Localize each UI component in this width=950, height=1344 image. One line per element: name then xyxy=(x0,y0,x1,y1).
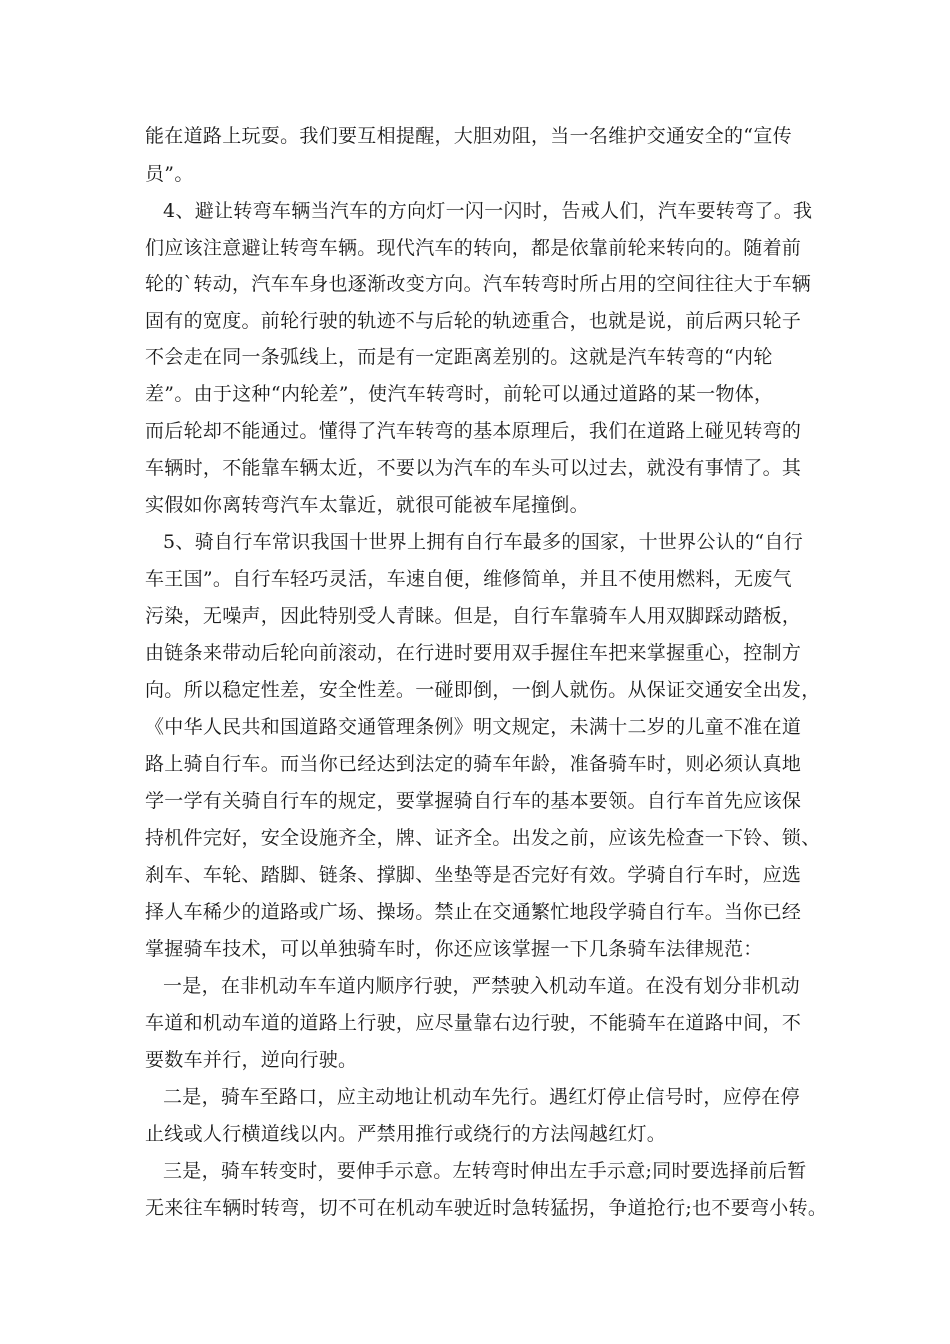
text-line: 二是，骑车至路口，应主动地让机动车先行。遇红灯停止信号时，应停在停 xyxy=(163,1086,800,1108)
text-line: 实假如你离转弯汽车太靠近，就很可能被车尾撞倒。 xyxy=(145,494,589,516)
text-line: 4、避让转弯车辆当汽车的方向灯一闪一闪时，告戒人们，汽车要转弯了。我 xyxy=(163,200,813,222)
text-line: 员”。 xyxy=(145,163,194,185)
text-line: 车辆时，不能靠车辆太近，不要以为汽车的车头可以过去，就没有事情了。其 xyxy=(145,457,802,479)
text-line: 学一学有关骑自行车的规定，要掌握骑自行车的基本要领。自行车首先应该保 xyxy=(145,790,802,812)
text-line: 掌握骑车技术，可以单独骑车时，你还应该掌握一下几条骑车法律规范： xyxy=(145,938,763,960)
text-line: 路上骑自行车。而当你已经达到法定的骑车年龄，准备骑车时，则必须认真地 xyxy=(145,753,802,775)
text-line: 向。所以稳定性差，安全性差。一碰即倒，一倒人就伤。从保证交通安全出发， xyxy=(145,679,821,701)
text-line: 止线或人行横道线以内。严禁用推行或绕行的方法闯越红灯。 xyxy=(145,1123,667,1145)
text-line: 择人车稀少的道路或广场、操场。禁止在交通繁忙地段学骑自行车。当你已经 xyxy=(145,901,802,923)
text-line: 们应该注意避让转弯车辆。现代汽车的转向，都是依靠前轮来转向的。随着前 xyxy=(145,237,802,259)
text-line: 车王国”。自行车轻巧灵活，车速自便，维修简单，并且不使用燃料，无废气 xyxy=(145,568,792,590)
text-line: 要数车并行，逆向行驶。 xyxy=(145,1049,358,1071)
text-line: 不会走在同一条弧线上，而是有一定距离差别的。这就是汽车转弯的“内轮 xyxy=(145,346,773,368)
text-line: 三是，骑车转变时，要伸手示意。左转弯时伸出左手示意;同时要选择前后暂 xyxy=(163,1160,807,1182)
text-line: 《中华人民共和国道路交通管理条例》明文规定，未满十二岁的儿童不准在道 xyxy=(145,716,802,738)
text-line: 车道和机动车道的道路上行驶，应尽量靠右边行驶，不能骑车在道路中间，不 xyxy=(145,1012,802,1034)
text-line: 由链条来带动后轮向前滚动，在行进时要用双手握住车把来掌握重心，控制方 xyxy=(145,642,802,664)
text-line: 无来往车辆时转弯，切不可在机动车驶近时急转猛拐，争道抢行;也不要弯小转。 xyxy=(145,1197,828,1219)
text-line: 5、骑自行车常识我国十世界上拥有自行车最多的国家，十世界公认的“自行 xyxy=(163,531,804,553)
text-line: 差”。由于这种“内轮差”，使汽车转弯时，前轮可以通过道路的某一物体， xyxy=(145,383,774,405)
text-line: 而后轮却不能通过。懂得了汽车转弯的基本原理后，我们在道路上碰见转弯的 xyxy=(145,420,802,442)
text-line: 固有的宽度。前轮行驶的轨迹不与后轮的轨迹重合，也就是说，前后两只轮子 xyxy=(145,310,802,332)
text-line: 刹车、车轮、踏脚、链条、撑脚、坐垫等是否完好有效。学骑自行车时，应选 xyxy=(145,864,802,886)
text-line: 污染，无噪声，因此特别受人青睐。但是，自行车靠骑车人用双脚踩动踏板， xyxy=(145,605,802,627)
text-line: 持机件完好，安全设施齐全，牌、证齐全。出发之前，应该先检查一下铃、锁、 xyxy=(145,827,821,849)
text-line: 能在道路上玩耍。我们要互相提醒，大胆劝阻，当一名维护交通安全的“宣传 xyxy=(145,125,792,147)
text-line: 一是，在非机动车车道内顺序行驶，严禁驶入机动车道。在没有划分非机动 xyxy=(163,975,800,997)
text-line: 轮的`转动，汽车车身也逐渐改变方向。汽车转弯时所占用的空间往往大于车辆 xyxy=(145,273,812,295)
